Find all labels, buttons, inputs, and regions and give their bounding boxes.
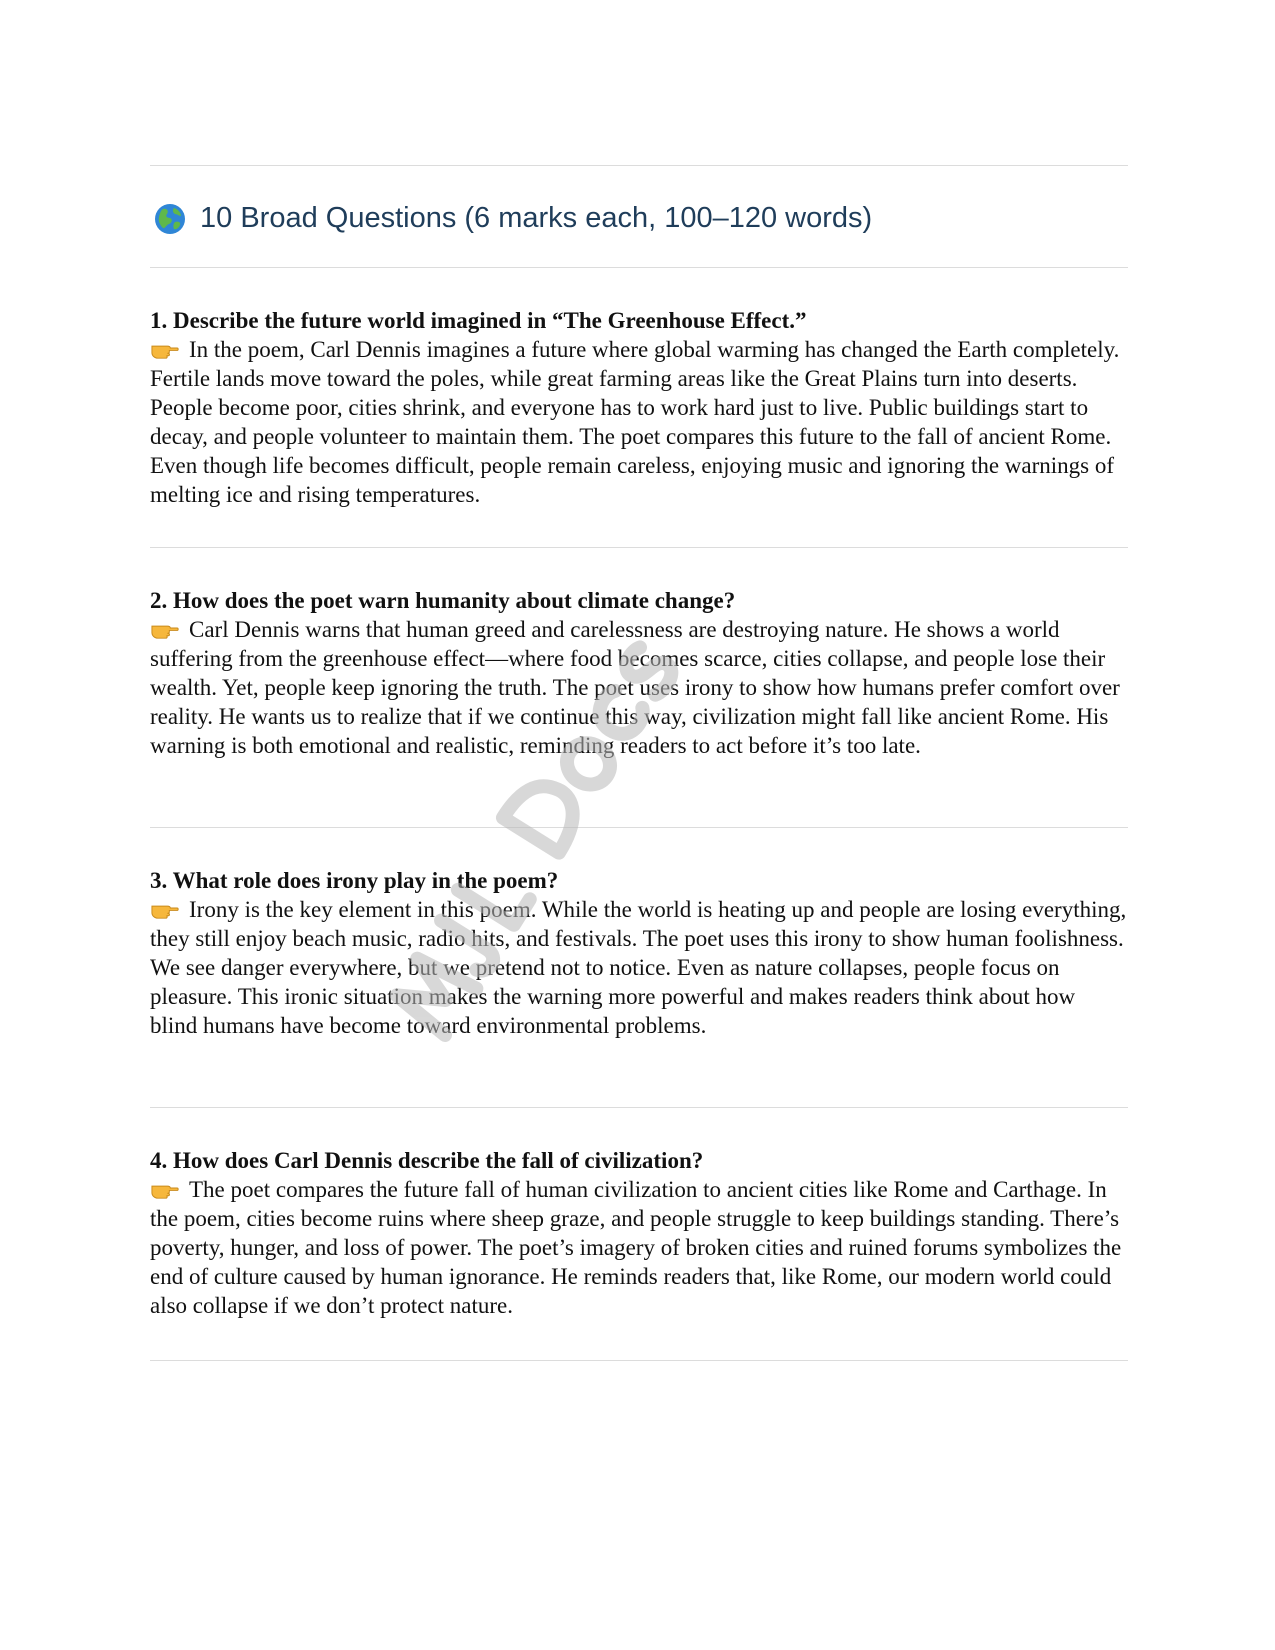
section-heading-text: 10 Broad Questions (6 marks each, 100–120 words) [200,202,873,234]
question-block-1 [150,306,1128,509]
question-title: 4. How does Carl Dennis describe the fall of civilization? [150,1148,704,1173]
globe-icon [154,203,186,235]
section-heading [154,202,872,235]
pointing-hand-icon [150,1178,179,1200]
question-title: 1. Describe the future world imagined in “The Greenhouse Effect.” [150,308,807,333]
divider-top [150,165,1128,166]
pointing-hand-icon [150,338,179,360]
question-block-3 [150,866,1128,1040]
divider [150,827,1128,828]
answer-body: Irony is the key element in this poem. While the world is heating up and people are losing everything, they still enjoy beach music, radio hits, and festivals. The poet uses this irony to show human foolishness. We see danger everywhere, but we pretend not to notice. Even as nature collapses, people focus on pleasure. This ironic situation makes the warning more powerful and makes readers think about how blind humans have become toward environmental problems. [150,897,1127,1038]
divider-bottom [150,1360,1128,1361]
answer-text [150,1175,1128,1320]
pointing-hand-icon [150,618,179,640]
question-title: 2. How does the poet warn humanity about climate change? [150,588,736,613]
answer-text [150,895,1128,1040]
answer-text [150,615,1128,760]
document-page [150,0,1128,1650]
answer-body: In the poem, Carl Dennis imagines a future where global warming has changed the Earth completely. Fertile lands move toward the poles, while great farming areas like the Great Plains turn into deserts. People become poor, cities shrink, and everyone has to work hard just to live. Public buildings start to decay, and people volunteer to maintain them. The poet compares this future to the fall of ancient Rome. Even though life becomes difficult, people remain careless, enjoying music and ignoring the warnings of melting ice and rising temperatures. [150,337,1120,507]
pointing-hand-icon [150,898,179,920]
divider [150,1107,1128,1108]
divider [150,547,1128,548]
divider [150,267,1128,268]
question-block-4 [150,1146,1128,1320]
question-title: 3. What role does irony play in the poem? [150,868,559,893]
question-block-2 [150,586,1128,760]
answer-body: The poet compares the future fall of human civilization to ancient cities like Rome and Carthage. In the poem, cities become ruins where sheep graze, and people struggle to keep buildings standing. There’s poverty, hunger, and loss of power. The poet’s imagery of broken cities and ruined forums symbolizes the end of culture caused by human ignorance. He reminds readers that, like Rome, our modern world could also collapse if we don’t protect nature. [150,1177,1122,1318]
answer-text [150,335,1128,509]
answer-body: Carl Dennis warns that human greed and carelessness are destroying nature. He shows a world suffering from the greenhouse effect—where food becomes scarce, cities collapse, and people lose their wealth. Yet, people keep ignoring the truth. The poet uses irony to show how humans prefer comfort over reality. He wants us to realize that if we continue this way, civilization might fall like ancient Rome. His warning is both emotional and realistic, reminding readers to act before it’s too late. [150,617,1120,758]
